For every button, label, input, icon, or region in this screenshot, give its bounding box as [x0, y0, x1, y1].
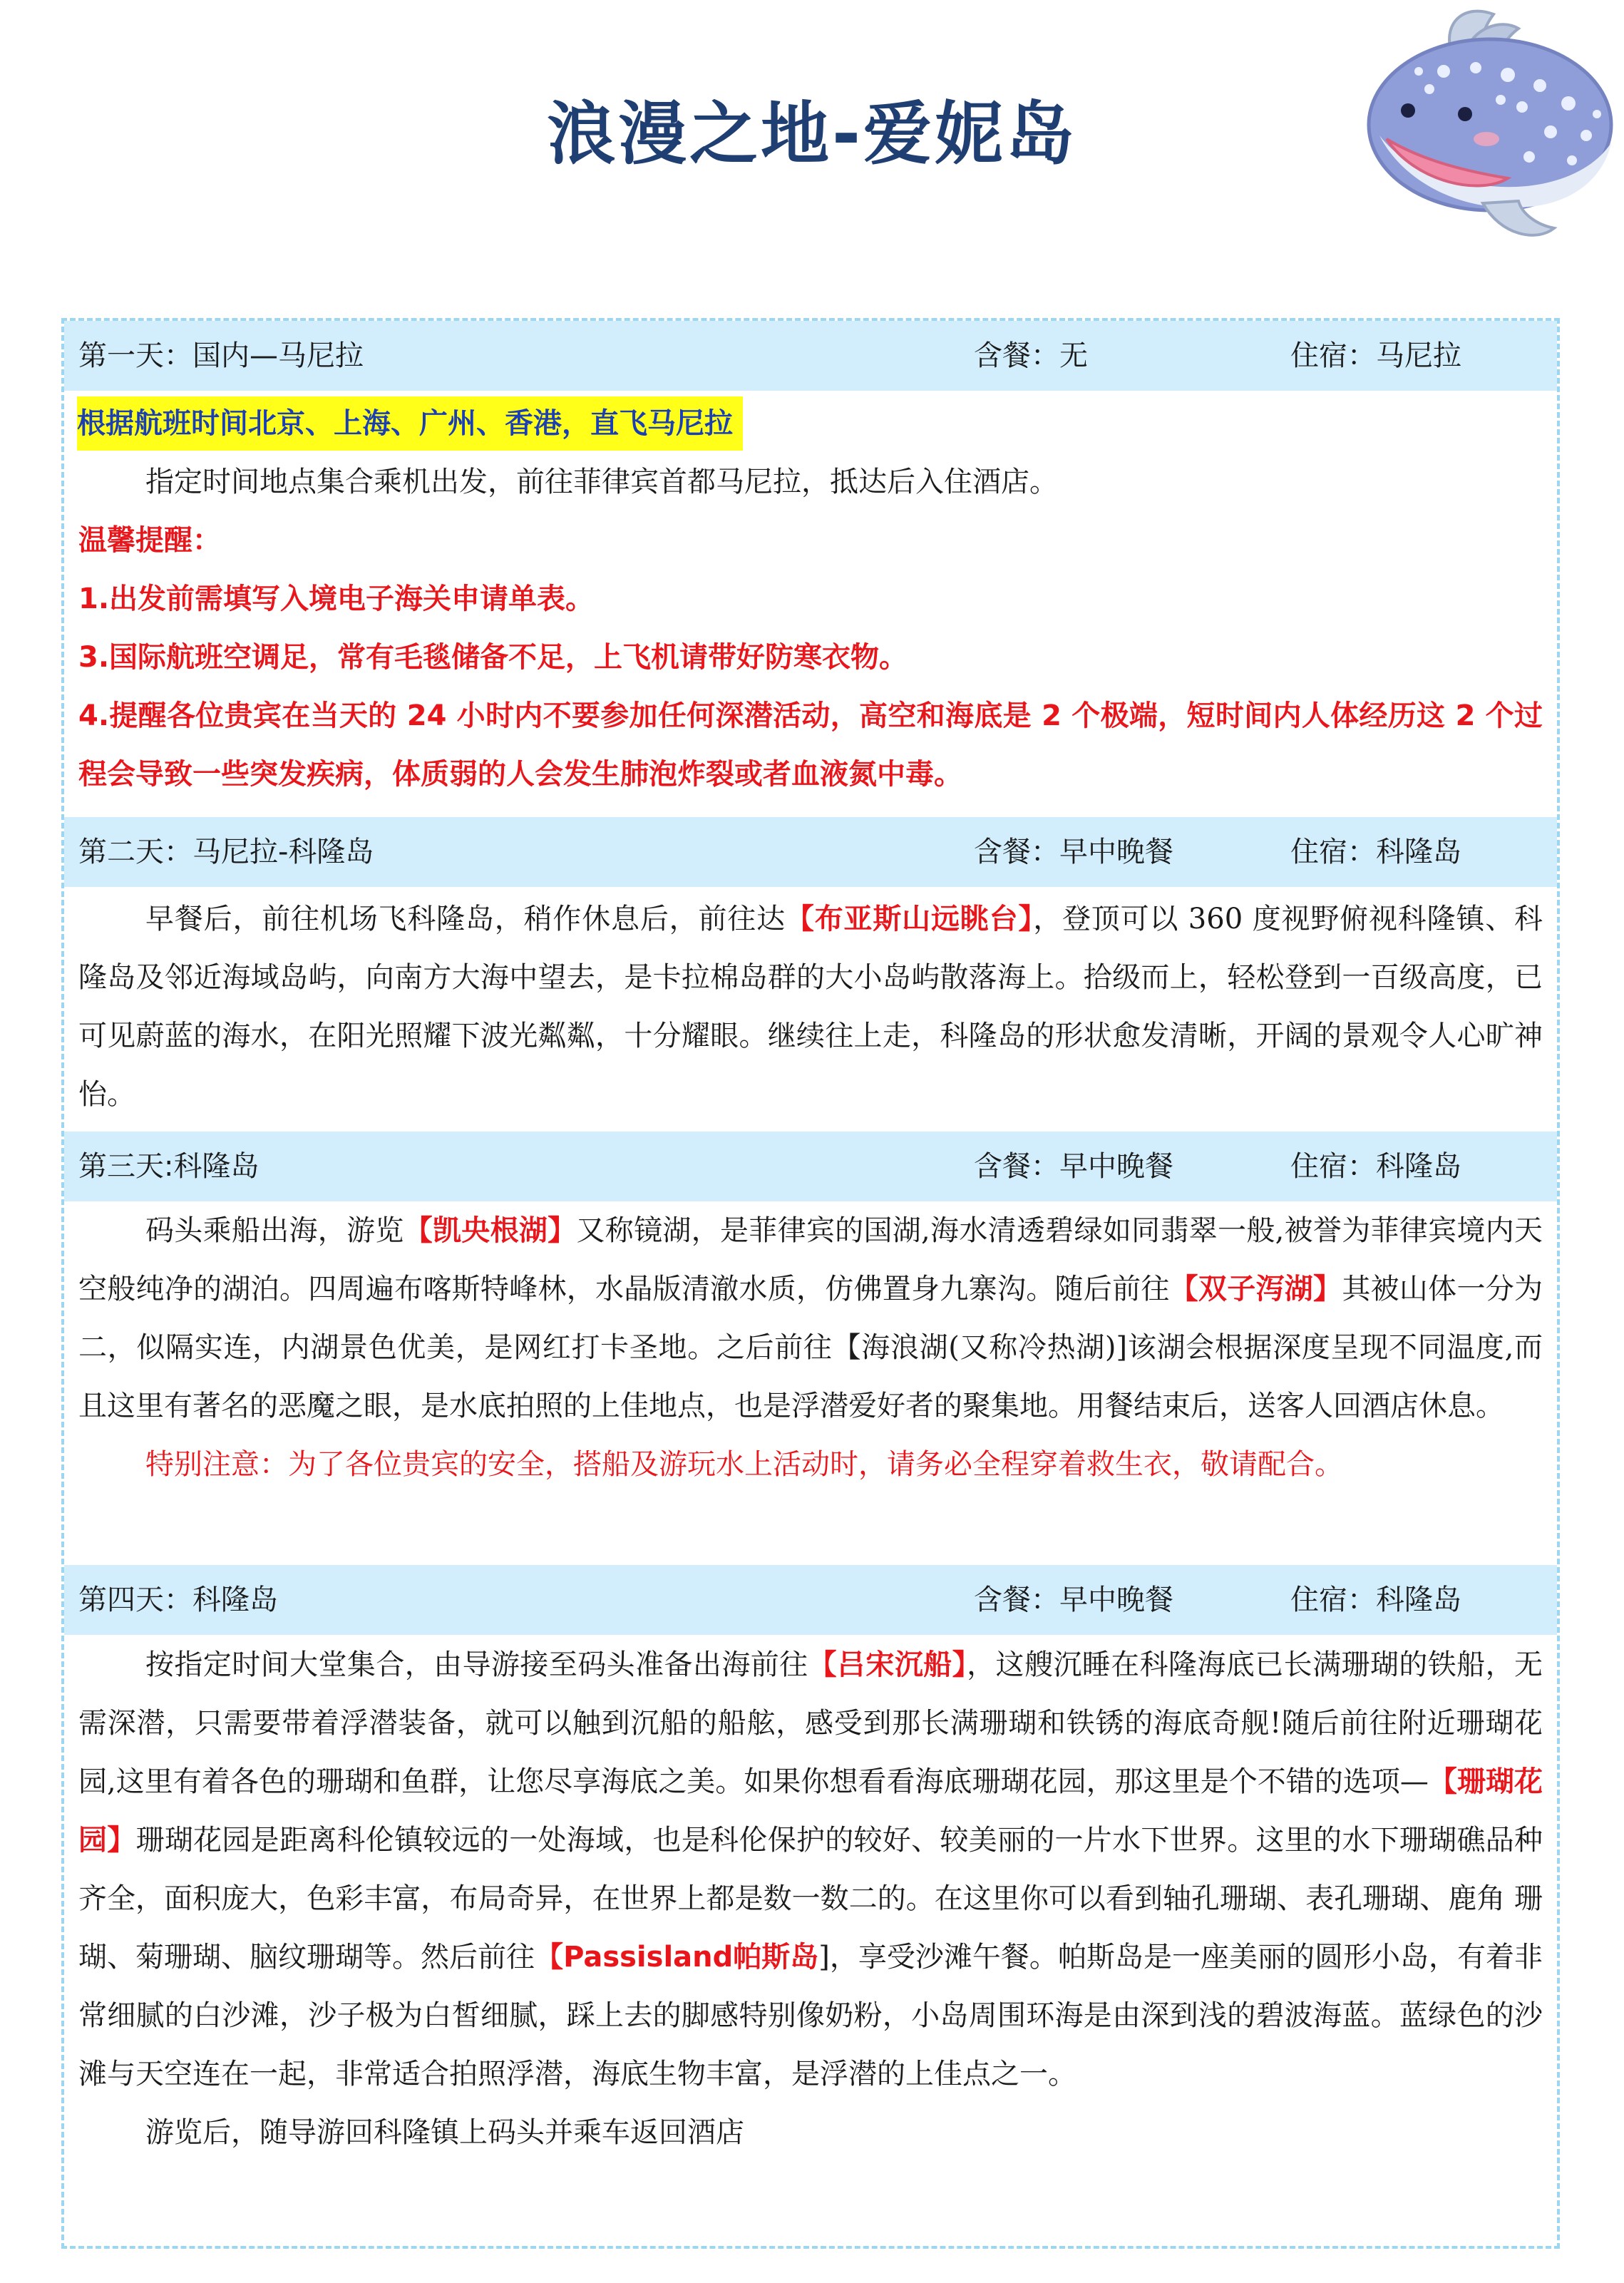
attraction-name: 【凯央根湖】	[404, 1214, 577, 1247]
day-title: 第一天：国内—马尼拉	[78, 339, 364, 372]
day-4-content	[78, 1636, 1543, 2162]
text: ]，享受沙滩午餐。帕斯岛是一座美丽的圆形小岛，有着非常细腻的白沙滩，沙子极为白皙细腻，踩上去的脚感特别像奶粉，小岛周围环海是由深到浅的碧波海蓝。蓝绿色的沙滩与天空连在一起，非常适合拍照浮潜，海底生物丰富，是浮潜的上佳点之一。	[78, 1941, 1543, 2090]
tip-item: 1.出发前需填写入境电子海关申请单表。	[78, 583, 595, 615]
text: 其被山体一分为二，似隔实连，内湖景色优美，是网红打卡圣地。之后前往【海浪湖(又称冷热湖)]该湖会根据深度呈现不同温度,而且这里有著名的恶魔之眼，是水底拍照的上佳地点，也是浮潜爱好者的聚集地。用餐结束后，送客人回酒店休息。	[78, 1273, 1543, 1422]
paragraph: 指定时间地点集合乘机出发，前往菲律宾首都马尼拉，抵达后入住酒店。	[145, 466, 1058, 498]
attraction-name: 【双子泻湖】	[1169, 1273, 1342, 1305]
tip-item: 3.国际航班空调足，常有毛毯储备不足，上飞机请带好防寒衣物。	[78, 641, 908, 674]
text: 按指定时间大堂集合，由导游接至码头准备出海前往	[145, 1648, 808, 1681]
day-title: 第四天：科隆岛	[78, 1584, 278, 1616]
day-3-content	[78, 1201, 1543, 1494]
meal-info: 含餐：早中晚餐	[974, 1150, 1173, 1183]
text: 珊瑚花园是距离科伦镇较远的一处海域，也是科伦保护的较好、较美丽的一片水下世界。这里的水下珊瑚礁品种齐全，面积庞大，色彩丰富，布局奇异，在世界上都是数一数二的。在这里你可以看到轴孔珊瑚、表孔珊瑚、鹿角 珊瑚、菊珊瑚、脑纹珊瑚等。然后前往	[78, 1824, 1543, 1974]
flight-highlight: 根据航班时间北京、上海、广州、香港，直飞马尼拉	[77, 396, 743, 451]
day-header-3	[64, 1132, 1557, 1201]
stay-info: 住宿：科隆岛	[1290, 1150, 1461, 1183]
day-header-2	[64, 817, 1557, 887]
text: 早餐后，前往机场飞科隆岛，稍作休息后，前往达	[145, 903, 786, 935]
stay-info: 住宿：科隆岛	[1290, 836, 1461, 868]
day-header-4	[64, 1565, 1557, 1635]
tip-item: 4.提醒各位贵宾在当天的 24 小时内不要参加任何深潜活动，高空和海底是 2 个极端，短时间内人体经历这 2 个过程会导致一些突发疾病，体质弱的人会发生肺泡炸裂或者血液氮中毒。	[78, 699, 1543, 791]
text: 码头乘船出海，游览	[145, 1214, 404, 1247]
tips-title: 温馨提醒：	[78, 524, 221, 557]
paragraph	[78, 890, 1543, 1124]
day-1-content	[78, 394, 1543, 804]
meal-info: 含餐：早中晚餐	[974, 1584, 1173, 1616]
text: ，这艘沉睡在科隆海底已长满珊瑚的铁船，无需深潜，只需要带着浮潜装备，就可以触到沉船的船舷，感受到那长满珊瑚和铁锈的海底奇舰!随后前往附近珊瑚花园,这里有着各色的珊瑚和鱼群，让您尽享海底之美。如果你想看看海底珊瑚花园，那这里是个不错的选项—	[78, 1648, 1543, 1798]
stay-info: 住宿：马尼拉	[1290, 339, 1461, 372]
attraction-name: 【Passisland帕斯岛	[535, 1941, 819, 1974]
paragraph	[78, 1201, 1543, 1435]
attraction-name: 【布亚斯山远眺台】	[785, 903, 1034, 935]
day-header-1	[64, 321, 1557, 391]
text: 又称镜湖，是菲律宾的国湖,海水清透碧绿如同翡翠一般,被誉为菲律宾境内天空般纯净的湖泊。四周遍布喀斯特峰林，水晶版清澈水质，仿佛置身九寨沟。随后前往	[78, 1214, 1543, 1305]
day-title: 第二天：马尼拉-科隆岛	[78, 836, 374, 868]
page-title: 浪漫之地-爱妮岛	[547, 94, 1077, 174]
paragraph	[78, 1636, 1543, 2103]
stay-info: 住宿：科隆岛	[1290, 1584, 1461, 1616]
text: ，登顶可以 360 度视野俯视科隆镇、科隆岛及邻近海域岛屿，向南方大海中望去，是卡拉棉岛群的大小岛屿散落海上。拾级而上，轻松登到一百级高度，已可见蔚蓝的海水，在阳光照耀下波光粼粼，十分耀眼。继续往上走，科隆岛的形状愈发清晰，开阔的景观令人心旷神怡。	[78, 903, 1543, 1111]
attraction-name: 【吕宋沉船】	[808, 1648, 967, 1681]
paragraph: 游览后，随导游回科隆镇上码头并乘车返回酒店	[145, 2116, 744, 2149]
safety-note: 特别注意：为了各位贵宾的安全，搭船及游玩水上活动时，请务必全程穿着救生衣，敬请配合。	[145, 1448, 1343, 1481]
whale-shark-icon	[1358, 0, 1624, 246]
meal-info: 含餐：早中晚餐	[974, 836, 1173, 868]
day-2-content	[78, 890, 1543, 1124]
attraction-name: 【珊瑚花园】	[78, 1765, 1543, 1857]
meal-info: 含餐：无	[974, 339, 1088, 372]
day-title: 第三天:科隆岛	[78, 1150, 259, 1183]
